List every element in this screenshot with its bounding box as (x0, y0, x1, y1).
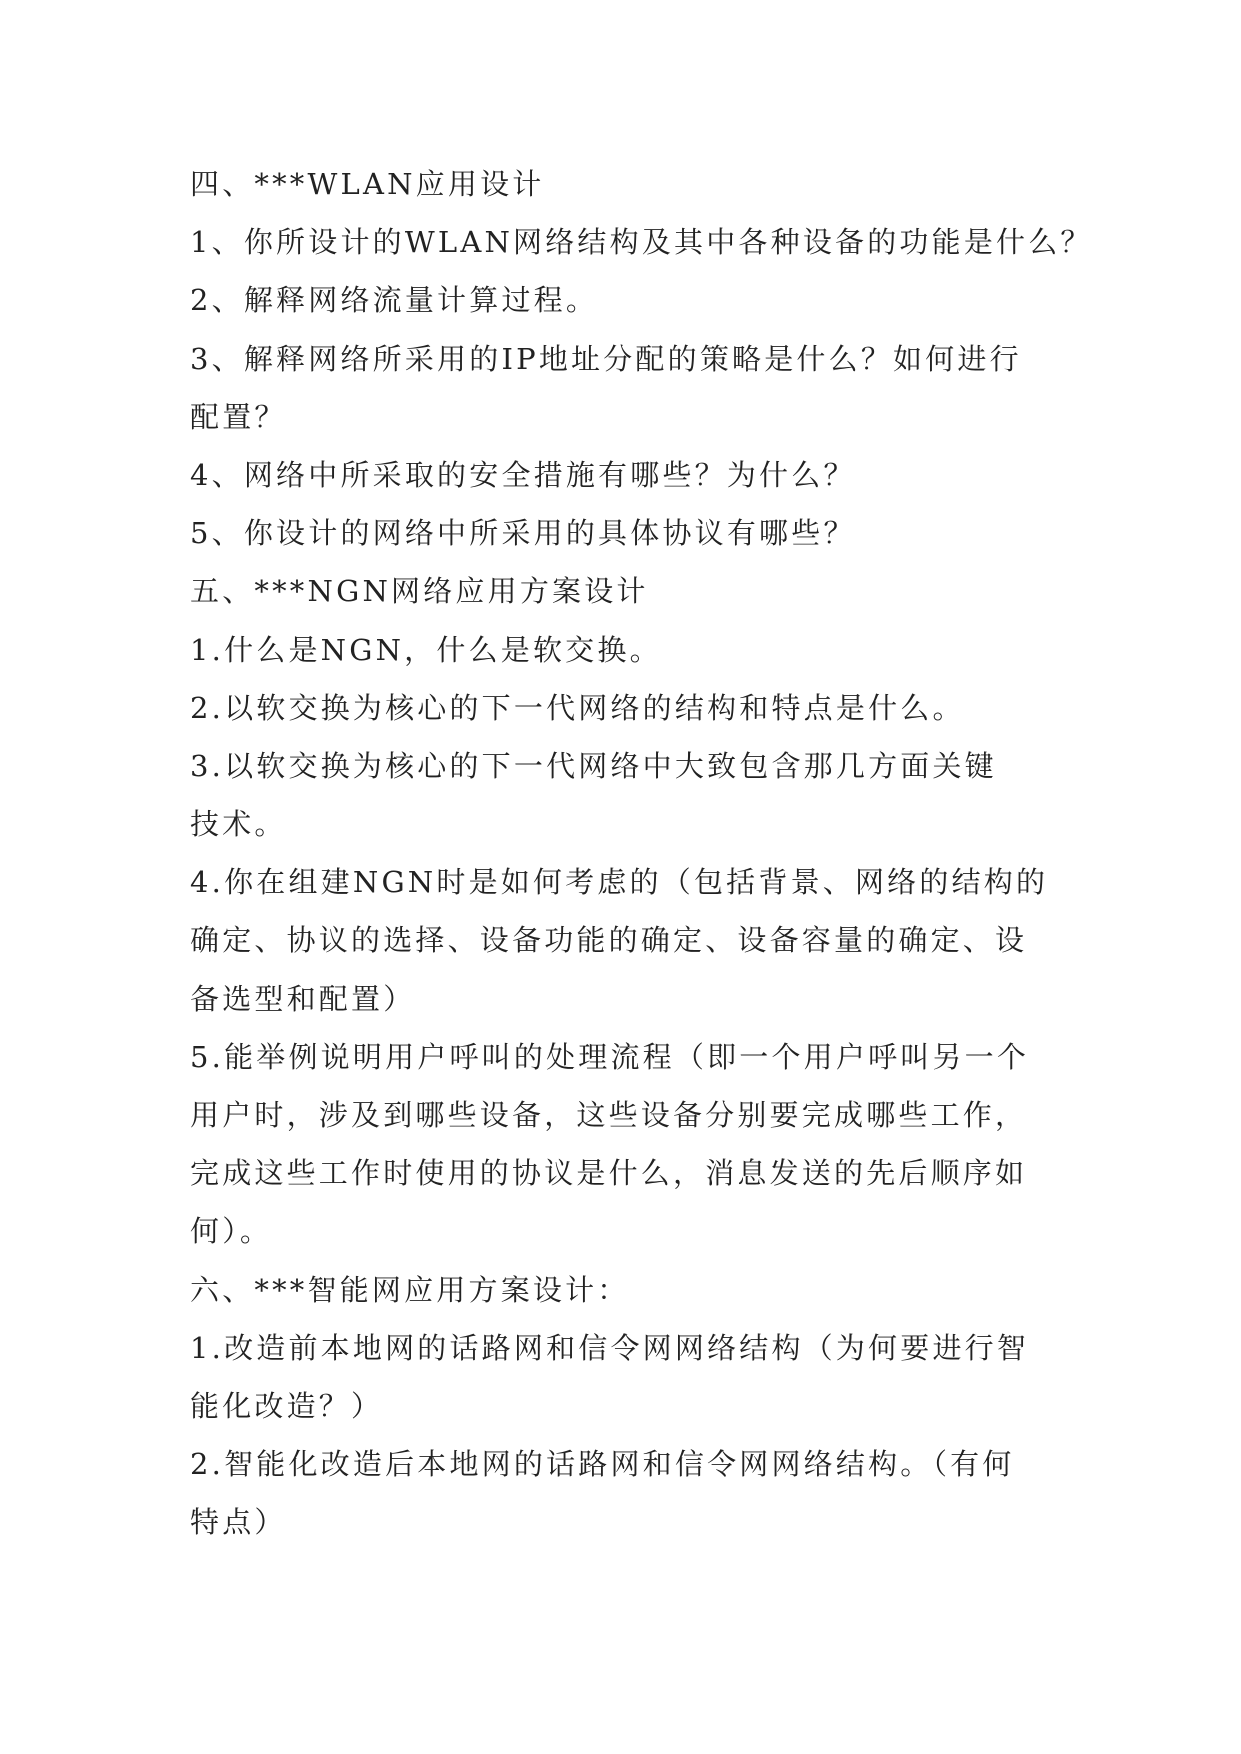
section-heading-wlan: 四、***WLAN应用设计 (190, 167, 545, 201)
question-line: 配置？ (190, 399, 287, 434)
question-line: 1.改造前本地网的话路网和信令网网络结构（为何要进行智 (190, 1330, 1030, 1365)
section-heading-intelligent-network: 六、***智能网应用方案设计： (190, 1272, 630, 1307)
question-line: 确定、协议的选择、设备功能的确定、设备容量的确定、设 (190, 923, 1028, 958)
question-line: 5、你设计的网络中所采用的具体协议有哪些？ (190, 516, 856, 551)
question-line: 2.智能化改造后本地网的话路网和信令网网络结构。（有何 (190, 1447, 1015, 1482)
question-line: 1、你所设计的WLAN网络结构及其中各种设备的功能是什么？ (190, 225, 1093, 260)
question-line: 特点） (190, 1505, 287, 1540)
question-line: 2.以软交换为核心的下一代网络的结构和特点是什么。 (190, 690, 965, 725)
question-line: 何）。 (190, 1214, 273, 1249)
question-line: 用户时，涉及到哪些设备，这些设备分别要完成哪些工作， (190, 1098, 1028, 1132)
question-line: 2、解释网络流量计算过程。 (190, 283, 599, 318)
question-line: 备选型和配置） (190, 981, 416, 1016)
question-line: 1.什么是NGN，什么是软交换。 (190, 632, 662, 667)
question-line: 完成这些工作时使用的协议是什么，消息发送的先后顺序如 (190, 1156, 1028, 1191)
question-line: 技术。 (190, 807, 287, 842)
question-line: 4.你在组建NGN时是如何考虑的（包括背景、网络的结构的 (190, 865, 1049, 900)
question-line: 3、解释网络所采用的IP地址分配的策略是什么？如何进行 (190, 341, 1022, 376)
question-line: 5.能举例说明用户呼叫的处理流程（即一个用户呼叫另一个 (190, 1039, 1030, 1074)
document-body (190, 155, 1093, 1552)
section-heading-ngn: 五、***NGN网络应用方案设计 (190, 574, 649, 609)
question-line: 能化改造？） (190, 1388, 384, 1423)
question-line: 4、网络中所采取的安全措施有哪些？为什么？ (190, 457, 856, 492)
question-line: 3.以软交换为核心的下一代网络中大致包含那几方面关键 (190, 748, 997, 783)
